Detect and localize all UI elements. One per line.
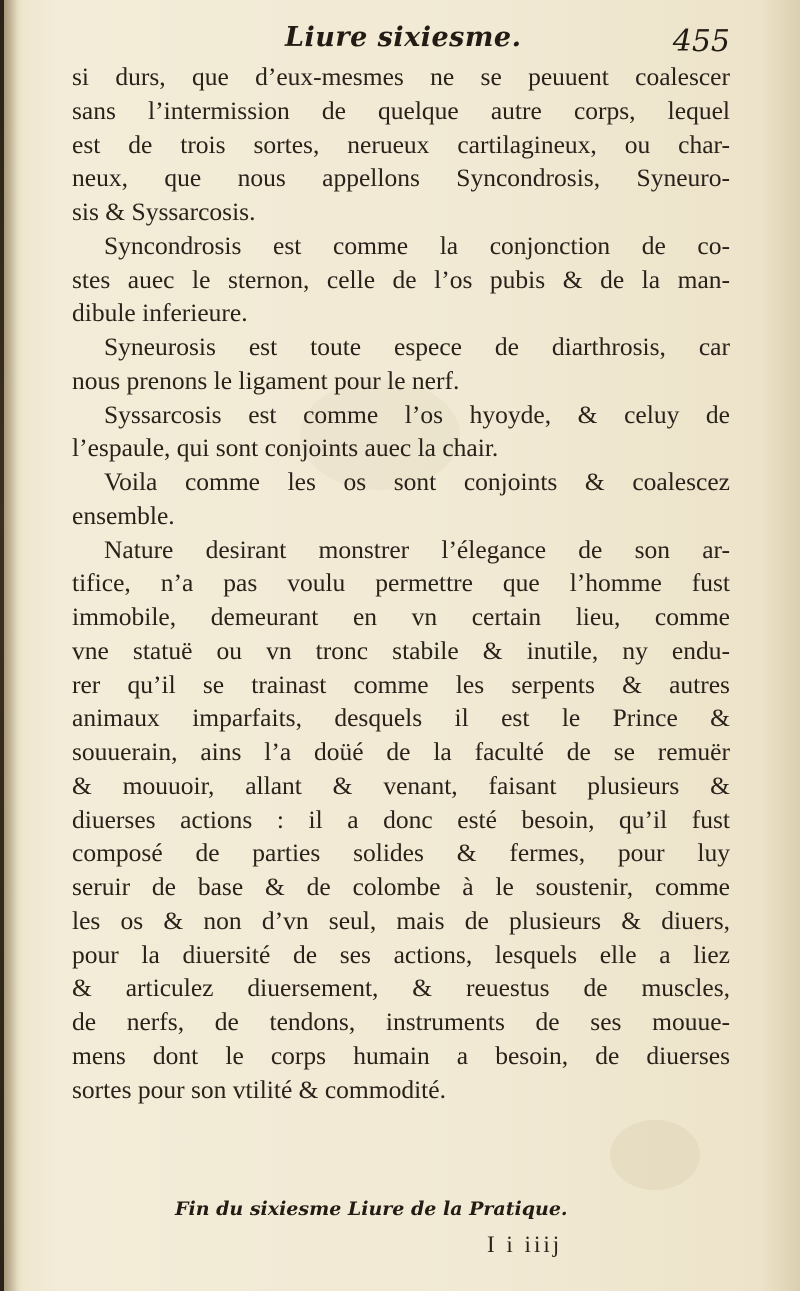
text-line: souuerain, ains l’a doüé de la faculté de se remuër bbox=[72, 737, 730, 766]
text-line: si durs, que d’eux-mesmes ne se peuuent coalescer bbox=[72, 62, 730, 91]
text-line: les os & non d’vn seul, mais de plusieurs & diuers, bbox=[72, 905, 730, 935]
body-text bbox=[72, 60, 730, 1106]
text-line: mens dont le corps humain a besoin, de diuerses bbox=[72, 1040, 730, 1070]
running-head: Liure sixiesme. bbox=[285, 22, 522, 53]
text-line: de nerfs, de tendons, instruments de ses mouue- bbox=[72, 1007, 730, 1036]
signature-mark: I i iiij bbox=[487, 1232, 563, 1257]
text-line: Syncondrosis est comme la conjonction de co- bbox=[104, 230, 730, 260]
text-line: vne statuë ou vn tronc stabile & inutile, ny endu- bbox=[72, 635, 730, 665]
text-line: immobile, demeurant en vn certain lieu, comme bbox=[72, 602, 730, 631]
text-line: Syneurosis est toute espece de diarthrosis, car bbox=[104, 332, 730, 361]
text-line: dibule inferieure. bbox=[72, 298, 248, 328]
text-line: ensemble. bbox=[72, 500, 175, 530]
text-line: composé de parties solides & fermes, pour luy bbox=[72, 838, 730, 868]
page-number: 455 bbox=[672, 24, 730, 59]
text-line: Nature desirant monstrer l’élegance de son ar- bbox=[104, 534, 730, 564]
text-line: tifice, n’a pas voulu permettre que l’homme fust bbox=[72, 568, 730, 598]
text-line: sans l’intermission de quelque autre corps, lequel bbox=[72, 95, 730, 125]
closing-note: Fin du sixiesme Liure de la Pratique. bbox=[175, 1198, 568, 1220]
text-line: nous prenons le ligament pour le nerf. bbox=[72, 365, 460, 395]
text-line: neux, que nous appellons Syncondrosis, Syneuro- bbox=[72, 163, 730, 193]
text-line: l’espaule, qui sont conjoints auec la chair. bbox=[72, 433, 499, 463]
text-line: & mouuoir, allant & venant, faisant plusieurs & bbox=[72, 770, 730, 800]
paper-stain bbox=[610, 1120, 700, 1190]
text-line: Voila comme les os sont conjoints & coalescez bbox=[104, 467, 730, 496]
text-line: animaux imparfaits, desquels il est le Prince & bbox=[72, 703, 730, 733]
text-line: sortes pour son vtilité & commodité. bbox=[72, 1074, 446, 1104]
text-line: Syssarcosis est comme l’os hyoyde, & celuy de bbox=[104, 399, 730, 429]
text-line: seruir de base & de colombe à le soustenir, comme bbox=[72, 872, 730, 901]
text-line: & articulez diuersement, & reuestus de muscles, bbox=[72, 973, 730, 1003]
text-line: est de trois sortes, nerueux cartilagineux, ou char- bbox=[72, 129, 730, 159]
text-line: stes auec le sternon, celle de l’os pubis & de la man- bbox=[72, 264, 730, 294]
text-line: pour la diuersité de ses actions, lesquels elle a liez bbox=[72, 939, 730, 969]
text-line: rer qu’il se trainast comme les serpents & autres bbox=[72, 669, 730, 699]
text-line: sis & Syssarcosis. bbox=[72, 197, 256, 226]
text-line: diuerses actions : il a donc esté besoin, qu’il fust bbox=[72, 804, 730, 834]
gutter-shadow bbox=[4, 0, 18, 1291]
